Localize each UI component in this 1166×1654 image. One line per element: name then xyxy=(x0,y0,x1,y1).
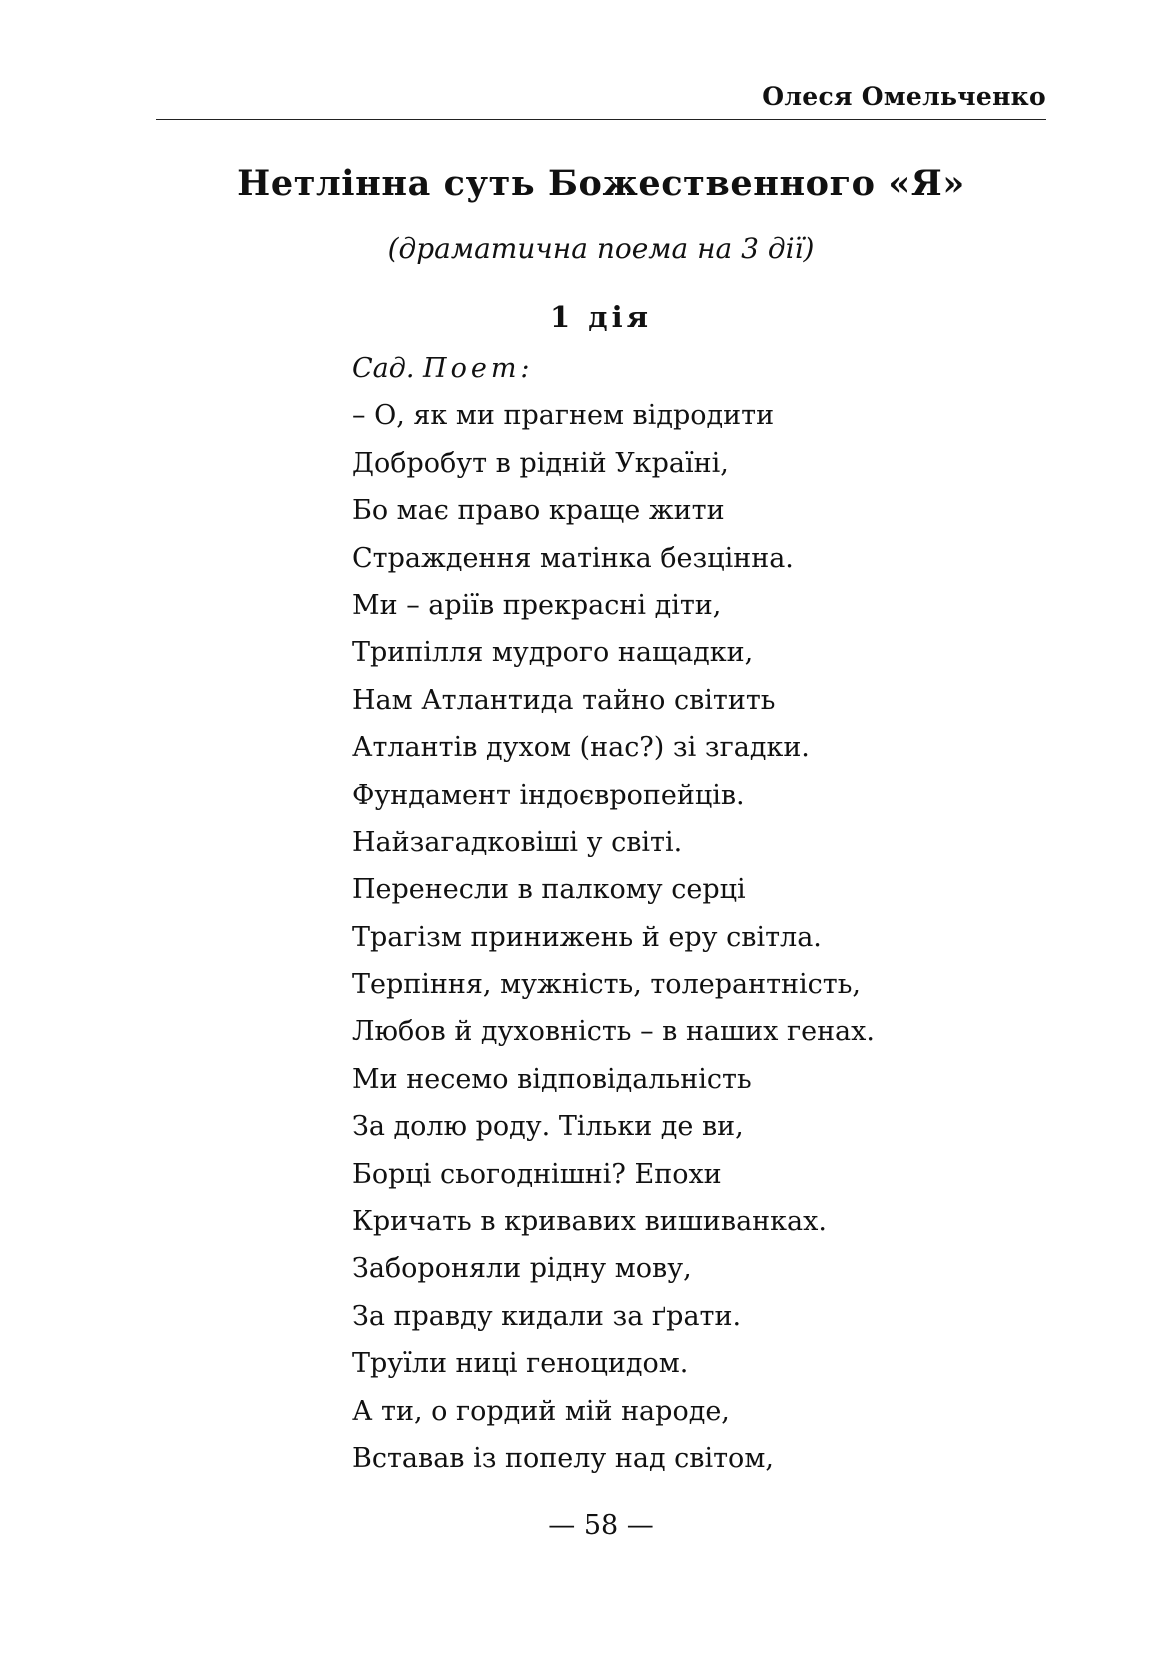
stage-direction xyxy=(352,345,1072,392)
verse-line: Забороняли рідну мову, xyxy=(352,1253,692,1285)
verse-line: Ми несемо відповідальність xyxy=(352,1063,752,1095)
verse-line: Нам Атлантида тайно світить xyxy=(352,684,776,716)
verse-line: Страждення матінка безцінна. xyxy=(352,542,794,574)
verse-line: Ми – аріїв прекрасні діти, xyxy=(352,589,722,621)
verse-line: Трагізм принижень й еру світла. xyxy=(352,921,822,953)
verse-line: За долю роду. Тільки де ви, xyxy=(352,1111,744,1143)
verse-line: Любов й духовність – в наших генах. xyxy=(352,1016,875,1048)
verse-line: Найзагадковіші у світі. xyxy=(352,826,683,858)
verse-line: Бо має право краще жити xyxy=(352,495,725,527)
verse-line: Добробут в рідній Україні, xyxy=(352,447,729,479)
verse-line: А ти, о гордий мій народе, xyxy=(352,1395,730,1427)
verse-line: Перенесли в палкому серці xyxy=(352,874,746,906)
poem-title: Нетлінна суть Божественного «Я» xyxy=(237,163,965,204)
poem-body xyxy=(352,345,1072,1482)
verse-line: Атлантів духом (нас?) зі згадки. xyxy=(352,732,810,764)
verse-line: Трипілля мудрого нащадки, xyxy=(352,637,754,669)
page-number: — 58 — xyxy=(548,1510,654,1541)
act-heading: 1 дія xyxy=(549,300,653,334)
speaker-name: Поет: xyxy=(423,353,534,384)
verse-line: Труїли ниці геноцидом. xyxy=(352,1348,689,1380)
stage-setting: Сад. xyxy=(352,353,415,384)
verse-list xyxy=(352,392,1072,1482)
verse-line: За правду кидали за ґрати. xyxy=(352,1300,742,1332)
verse-line: Борці сьогоднішні? Епохи xyxy=(352,1158,722,1190)
header-rule xyxy=(156,119,1046,120)
verse-line: Терпіння, мужність, толерантність, xyxy=(352,969,861,1001)
verse-line: – О, як ми прагнем відродити xyxy=(352,400,775,432)
verse-line: Фундамент індоєвропейців. xyxy=(352,779,745,811)
poem-subtitle: (драматична поема на 3 дії) xyxy=(387,232,815,265)
verse-line: Кричать в кривавих вишиванках. xyxy=(352,1206,827,1238)
running-header-author: Олеся Омельченко xyxy=(762,82,1046,111)
verse-line: Вставав із попелу над світом, xyxy=(352,1442,774,1474)
